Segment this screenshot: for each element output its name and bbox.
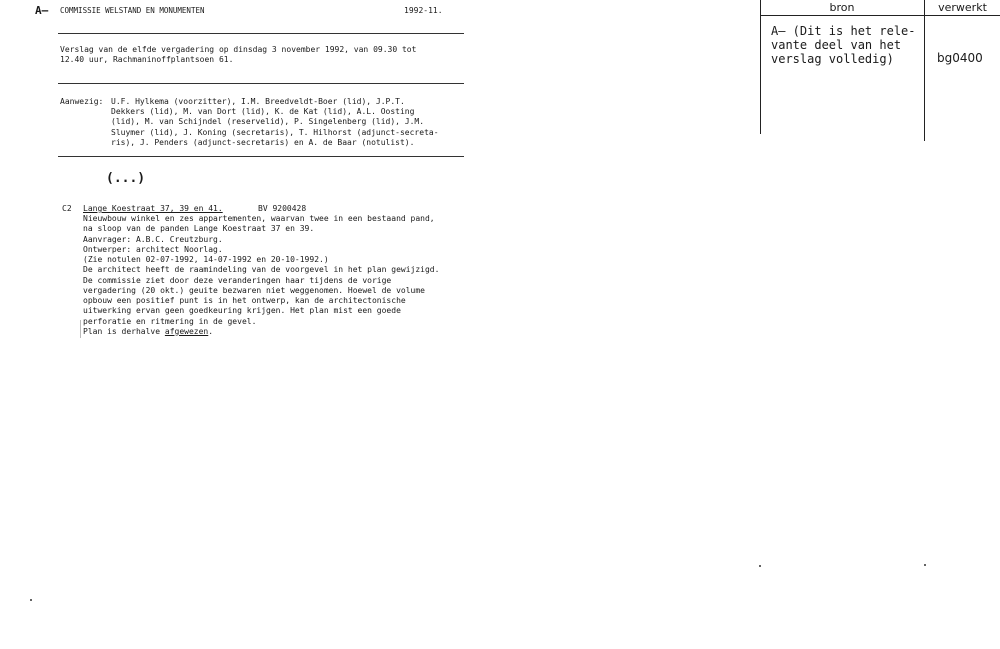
item-line: De commissie ziet door deze veranderingen haar tijdens de vorige <box>83 276 392 285</box>
item-line: na sloop van de panden Lange Koestraat 37 en 39. <box>83 224 315 233</box>
conclusion-suffix: . <box>208 327 214 336</box>
item-line: vergadering (20 okt.) geuite bezwaren niet weggenomen. Hoewel de volume <box>83 286 425 295</box>
item-address: Lange Koestraat 37, 39 en 41. <box>83 204 223 213</box>
conclusion-prefix: Plan is derhalve <box>83 327 161 336</box>
item-line: Nieuwbouw winkel en zes appartementen, waarvan twee in een bestaand pand, <box>83 214 435 223</box>
table-border-middle <box>924 0 925 141</box>
report-date: 1992-11. <box>404 6 443 15</box>
item-line: perforatie en ritmering in de gevel. <box>83 317 257 326</box>
table-header-rule <box>760 15 1000 16</box>
scan-speck <box>924 564 926 566</box>
margin-mark <box>80 320 81 338</box>
conclusion-verdict: afgewezen <box>164 327 209 336</box>
item-line: uitwerking ervan geen goedkeuring krijgen. Het plan mist een goede <box>83 306 401 315</box>
attendance-line: U.F. Hylkema (voorzitter), I.M. Breedveldt-Boer (lid), J.P.T. <box>111 97 405 106</box>
processed-code: bg0400 <box>937 51 983 65</box>
item-conclusion <box>83 327 213 338</box>
item-line: Ontwerper: architect Noorlag. <box>83 245 223 254</box>
attendance-line: ris), J. Penders (adjunct-secretaris) en A. de Baar (notulist). <box>111 138 415 147</box>
source-note-line: A– (Dit is het rele- <box>771 24 916 38</box>
commission-title: COMMISSIE WELSTAND EN MONUMENTEN <box>60 6 205 15</box>
table-border-left <box>760 0 761 134</box>
attendance-line: (lid), M. van Schijndel (reservelid), P. Singelenberg (lid), J.M. <box>111 117 425 126</box>
column-header-source: bron <box>829 1 855 14</box>
intro-line-1: Verslag van de elfde vergadering op dinsdag 3 november 1992, van 09.30 tot <box>60 45 417 54</box>
source-note-line: vante deel van het <box>771 38 902 52</box>
section-marker: A– <box>35 4 49 17</box>
divider-intro <box>58 83 464 84</box>
divider-attendance <box>58 156 464 157</box>
intro-line-2: 12.40 uur, Rachmaninoffplantsoen 61. <box>60 55 234 64</box>
item-reference: BV 9200428 <box>258 204 307 213</box>
scan-speck <box>30 599 32 601</box>
attendance-line: Dekkers (lid), M. van Dort (lid), K. de Kat (lid), A.L. Oosting <box>111 107 415 116</box>
item-line: De architect heeft de raamindeling van de voorgevel in het plan gewijzigd. <box>83 265 440 274</box>
attendance-label: Aanwezig: <box>60 97 104 106</box>
divider-top <box>58 33 464 34</box>
item-line: Aanvrager: A.B.C. Creutzburg. <box>83 235 223 244</box>
column-header-processed: verwerkt <box>938 1 987 14</box>
item-line: (Zie notulen 02-07-1992, 14-07-1992 en 20-10-1992.) <box>83 255 329 264</box>
item-line: opbouw een positief punt is in het ontwerp, kan de architectonische <box>83 296 406 305</box>
source-note-line: verslag volledig) <box>771 52 894 66</box>
omission-ellipsis: (...) <box>106 171 146 186</box>
attendance-line: Sluymer (lid), J. Koning (secretaris), T. Hilhorst (adjunct-secreta- <box>111 128 439 137</box>
item-number: C2 <box>62 204 72 213</box>
scan-speck <box>759 565 761 567</box>
